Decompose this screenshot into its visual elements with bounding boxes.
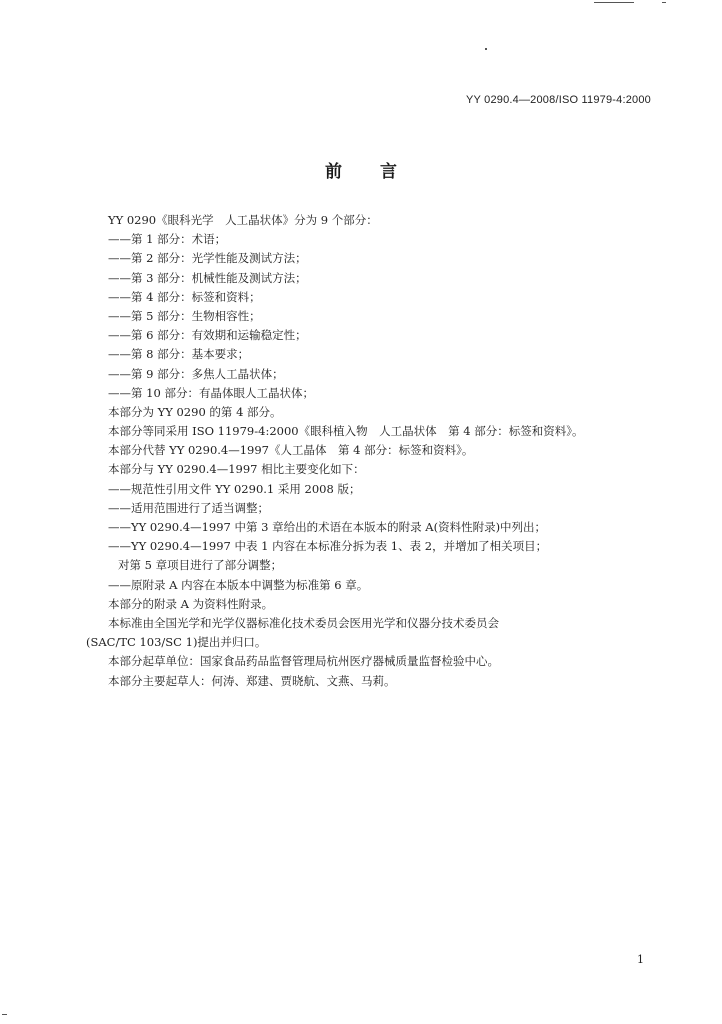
scan-artifact-left-mark [2,1014,7,1015]
paragraph-line: ——第 6 部分：有效期和运输稳定性； [108,328,307,343]
paragraph-line: 本部分等同采用 ISO 11979-4:2000《眼科植入物 人工晶状体 第 4 部分：标签和资料》。 [108,424,584,439]
paragraph-line: ——第 4 部分：标签和资料； [108,289,261,304]
paragraph-line: ——适用范围进行了适当调整； [108,500,269,515]
paragraph-line: ——原附录 A 内容在本版本中调整为标准第 6 章。 [108,577,369,592]
paragraph-line: 本部分为 YY 0290 的第 4 部分。 [108,404,282,419]
paragraph-line: ——YY 0290.4—1997 中表 1 内容在本标准分拆为表 1、表 2，并增加了相关项目； [108,539,548,554]
paragraph-line: ——第 1 部分：术语； [108,232,227,247]
paragraph-line: 本部分代替 YY 0290.4—1997《人工晶体 第 4 部分：标签和资料》。 [108,443,474,458]
page-number: 1 [637,953,644,966]
paragraph-line: ——第 2 部分：光学性能及测试方法； [108,251,307,266]
paragraph-line: ——第 10 部分：有晶体眼人工晶状体； [108,385,314,400]
paragraph-line: (SAC/TC 103/SC 1)提出并归口。 [86,635,267,650]
paragraph-line: ——YY 0290.4—1997 中第 3 章给出的术语在本版本的附录 A(资料性附录)中列出； [108,520,547,534]
paragraph-line: 本部分的附录 A 为资料性附录。 [108,596,274,611]
paragraph-line: ——第 9 部分：多焦人工晶状体； [108,366,284,381]
document-code: YY 0290.4—2008/ISO 11979-4:2000 [466,94,651,106]
paragraph-line: 本部分主要起草人：何涛、郑建、贾晓航、文燕、马莉。 [108,673,396,688]
paragraph-line: 对第 5 章项目进行了部分调整； [118,558,283,573]
paragraph-line: ——规范性引用文件 YY 0290.1 采用 2008 版； [108,481,361,496]
paragraph-line: 本部分起草单位：国家食品药品监督管理局杭州医疗器械质量监督检验中心。 [108,654,499,669]
paragraph-line: ——第 5 部分：生物相容性； [108,308,261,323]
paragraph-line: ——第 3 部分：机械性能及测试方法； [108,270,307,285]
foreword-body [86,211,660,691]
paragraph-line: 本部分与 YY 0290.4—1997 相比主要变化如下： [108,462,365,477]
scan-artifact-mid-dot [485,48,487,50]
scan-artifact-top-dot [662,2,666,3]
paragraph-line: 本标准由全国光学和光学仪器标准化技术委员会医用光学和仪器分技术委员会 [108,615,499,630]
scan-artifact-top-line [594,2,634,3]
paragraph-line: YY 0290《眼科光学 人工晶状体》分为 9 个部分： [108,213,378,227]
page-title: 前言 [325,162,435,182]
paragraph-line: ——第 8 部分：基本要求； [108,347,250,362]
